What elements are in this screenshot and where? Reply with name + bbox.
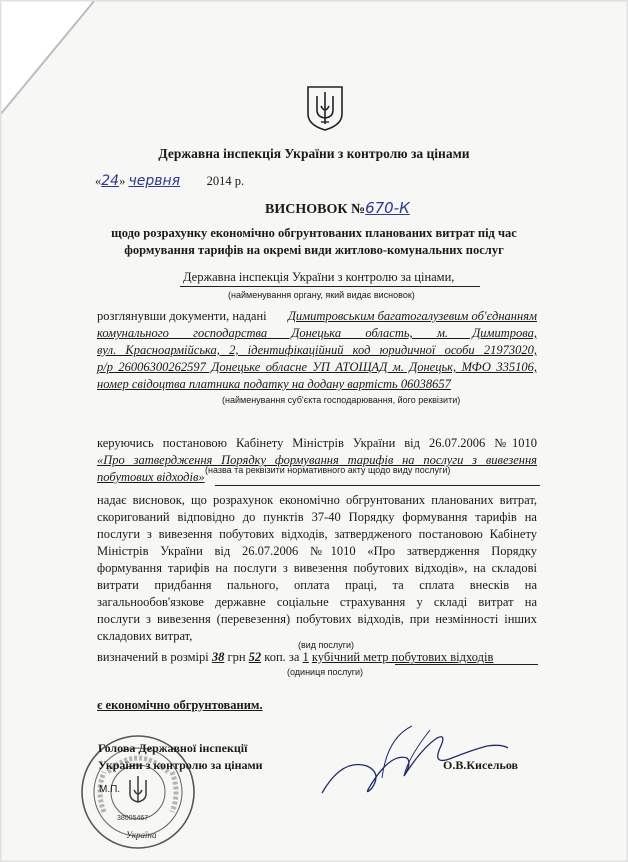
verdict: є економічно обгрунтованим. [97, 698, 263, 712]
uah-label: грн [227, 650, 246, 664]
review-lead: розглянувши документи, надані [97, 309, 267, 323]
unit-caption: (одиниця послуги) [287, 667, 364, 677]
signer-position-line-1: Голова Державної інспекції [98, 741, 248, 755]
decision-line: витрати придбання пального, оплата праці, та сплата внесків на [97, 578, 537, 592]
decision-line: загальнообов'язкове державне соціальне страхування у складі витрат на [97, 595, 537, 609]
amount-prefix: визначений в розмірі [97, 650, 209, 664]
subject-line-2: формування тарифів на окремі види житлово-комунальних послуг [124, 243, 504, 257]
stamp-code: 38005467 [117, 815, 149, 822]
kop-label: коп. за [264, 650, 300, 664]
guided-line-3: побутових відходів» [97, 470, 205, 484]
seal-place-label: М.П. [99, 784, 121, 795]
conclusion-label: ВИСНОВОК № [265, 202, 366, 217]
unit-underline [395, 664, 538, 665]
issuer-caption: (найменування органу, який видає висновок) [228, 290, 415, 300]
guided-block [97, 436, 537, 487]
guided-line-1: керуючись постановою Кабінету Міністрів України від 26.07.2006 №1010 [97, 436, 537, 450]
review-block [97, 309, 537, 394]
review-line-3: вул. Красноармійська, 2, ідентифікаційний код юридичної особи 21973020, [97, 343, 537, 357]
decision-line: послуги з вивезення побутових відходів, затвердженого постановою Кабінету [97, 527, 537, 541]
review-line-1: Димитровським багатогалузевим об'єднанням [287, 309, 537, 323]
guided-line-2: «Про затвердження Порядку формування тарифів на послуги з вивезення [97, 453, 537, 467]
signer-name: О.В.Кисельов [443, 758, 519, 772]
date-year: 2014 р. [206, 174, 245, 188]
issuer-name: Державна інспекція України з контролю за цінами, [183, 270, 455, 284]
amount-kop: 52 [248, 650, 262, 664]
decision-line: формування тарифів на послуги з вивезення побутових відходів», на складові [97, 561, 537, 575]
guided-underline [215, 485, 540, 486]
stamp-country: Україна [126, 830, 157, 840]
coat-of-arms-icon [305, 84, 345, 132]
guided-caption: (назва та реквізити нормативного акту щодо виду послуги) [205, 465, 451, 475]
decision-line: послуги з вивезення (перевезення) побутових відходів, при незмінності інших [97, 612, 537, 626]
decision-line: Міністрів України від 26.07.2006 №1010 «Про затвердження Порядку [97, 544, 537, 558]
review-caption: (найменування суб'єкта господарювання, його реквізити) [222, 395, 461, 405]
decision-line: скоригований відповідно до пунктів 37-40 Порядку формування тарифів на [97, 510, 537, 524]
issuer-underline [180, 286, 480, 287]
org-title: Державна інспекція України з контролю за цінами [158, 146, 470, 161]
review-line-5: номер свідоцтва платника податку на додану вартість 06038657 [97, 377, 451, 391]
decision-line: надає висновок, що розрахунок економічно обгрунтованих планованих витрат, [97, 493, 537, 507]
amount-uah: 38 [211, 650, 225, 664]
service-caption: (вид послуги) [298, 640, 354, 650]
unit-count: 1 [302, 650, 309, 664]
conclusion-heading [265, 199, 410, 218]
decision-line: складових витрат, [97, 629, 193, 643]
date-day: 24 [101, 173, 120, 189]
amount-line [97, 650, 493, 665]
unit-text: кубічний метр побутових відходів [311, 650, 494, 664]
decision-paragraph [97, 493, 537, 646]
date-month: червня [128, 173, 181, 189]
subject-line-1: щодо розрахунку економічно обгрунтованих планованих витрат під час [111, 226, 517, 240]
review-line-4: р/р 26006300262597 Донецьке обласне УП АТОЩАД м. Донецьк, МФО 335106, [97, 360, 537, 374]
document-date: «24» червня 2014 р. [95, 173, 245, 189]
review-line-2: комунального господарства Донецька область, м. Димитрова, [97, 326, 537, 340]
signer-position-line-2: України з контролю за цінами [98, 758, 263, 772]
conclusion-number: 670-К [365, 199, 410, 217]
